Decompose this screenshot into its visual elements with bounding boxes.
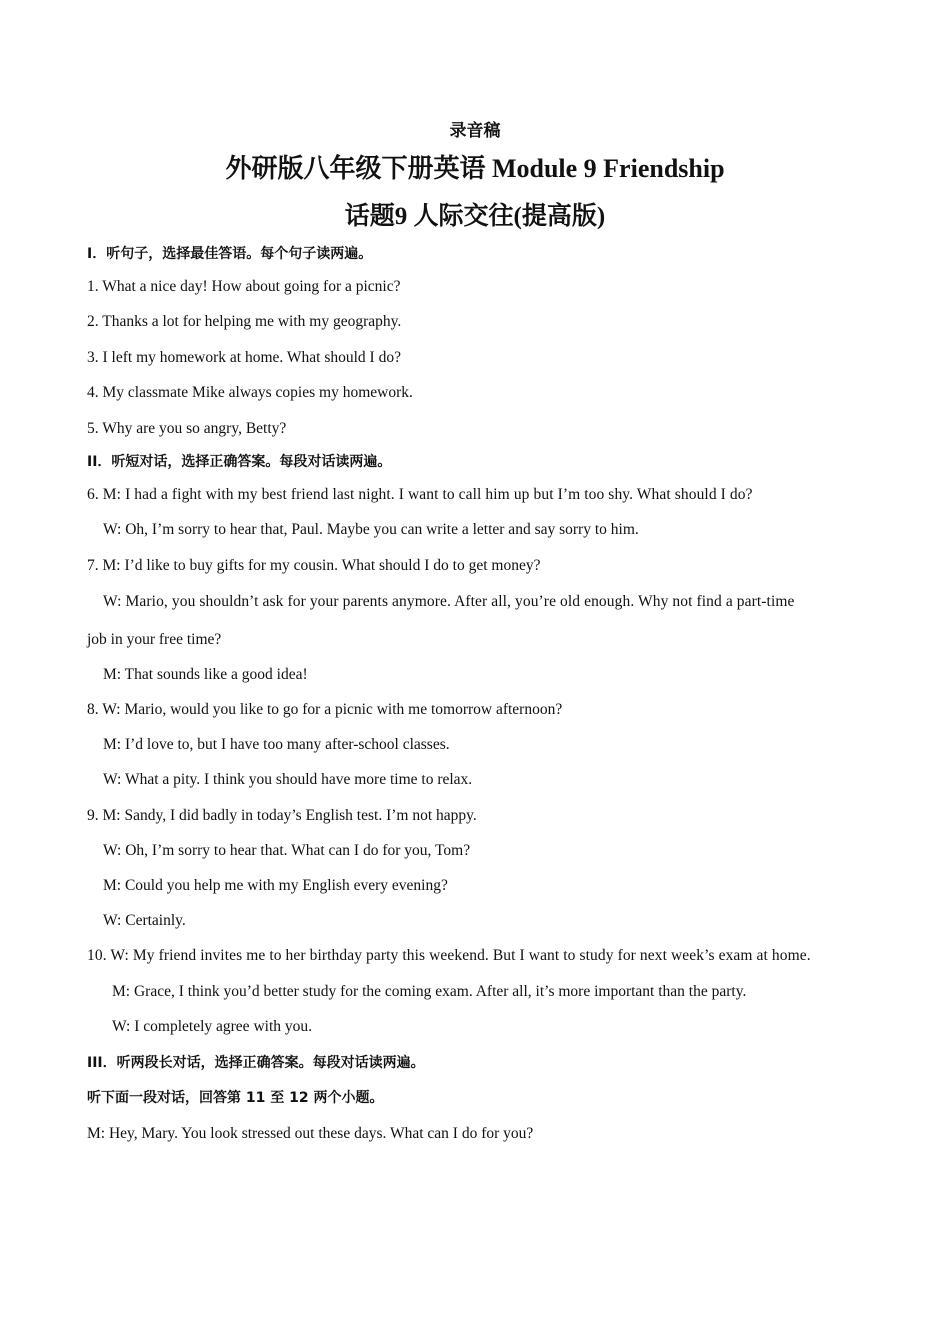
- section-3-subheading: 听下面一段对话，回答第 11 至 12 两个小题。: [87, 1090, 384, 1106]
- dialogue-line: M: Hey, Mary. You look stressed out these days. What can I do for you?: [87, 1125, 534, 1142]
- document-title: 外研版八年级下册英语 Module 9 Friendship: [225, 154, 725, 183]
- section-3-heading: III．听两段长对话，选择正确答案。每段对话读两遍。: [87, 1055, 425, 1071]
- dialogue-line: W: Mario, you shouldn’t ask for your parents anymore. After all, you’re old enough. Why not find a part-time: [103, 593, 795, 610]
- dialogue-line: M: I’d love to, but I have too many after-school classes.: [103, 736, 450, 753]
- dialogue-line: 10. W: My friend invites me to her birthday party this weekend. But I want to study for next week’s exam at home.: [87, 947, 811, 964]
- dialogue-line: W: Oh, I’m sorry to hear that, Paul. Maybe you can write a letter and say sorry to him.: [103, 521, 639, 538]
- document-subtitle: 话题9 人际交往(提高版): [344, 203, 606, 230]
- dialogue-line: M: That sounds like a good idea!: [103, 666, 308, 683]
- section-1-heading: I．听句子，选择最佳答语。每个句子读两遍。: [87, 246, 373, 262]
- transcript-label: 录音稿: [449, 121, 501, 141]
- dialogue-line: 9. M: Sandy, I did badly in today’s English test. I’m not happy.: [87, 807, 477, 824]
- dialogue-line: job in your free time?: [87, 631, 222, 648]
- dialogue-line: M: Could you help me with my English every evening?: [103, 877, 448, 894]
- dialogue-line: 6. M: I had a fight with my best friend last night. I want to call him up but I’m too shy. What should I do?: [87, 486, 753, 503]
- dialogue-line: 7. M: I’d like to buy gifts for my cousin. What should I do to get money?: [87, 557, 541, 574]
- section-2-heading: II．听短对话，选择正确答案。每段对话读两遍。: [87, 454, 392, 470]
- dialogue-line: W: I completely agree with you.: [112, 1018, 312, 1035]
- question-4: 4. My classmate Mike always copies my homework.: [87, 384, 413, 401]
- dialogue-line: W: What a pity. I think you should have more time to relax.: [103, 771, 473, 788]
- dialogue-line: 8. W: Mario, would you like to go for a picnic with me tomorrow afternoon?: [87, 701, 563, 718]
- dialogue-line: W: Oh, I’m sorry to hear that. What can I do for you, Tom?: [103, 842, 471, 859]
- dialogue-line: M: Grace, I think you’d better study for the coming exam. After all, it’s more important than the party.: [112, 983, 747, 1000]
- question-2: 2. Thanks a lot for helping me with my geography.: [87, 313, 402, 330]
- question-1: 1. What a nice day! How about going for a picnic?: [87, 278, 401, 295]
- question-5: 5. Why are you so angry, Betty?: [87, 420, 287, 437]
- dialogue-line: W: Certainly.: [103, 912, 186, 929]
- question-3: 3. I left my homework at home. What should I do?: [87, 349, 401, 366]
